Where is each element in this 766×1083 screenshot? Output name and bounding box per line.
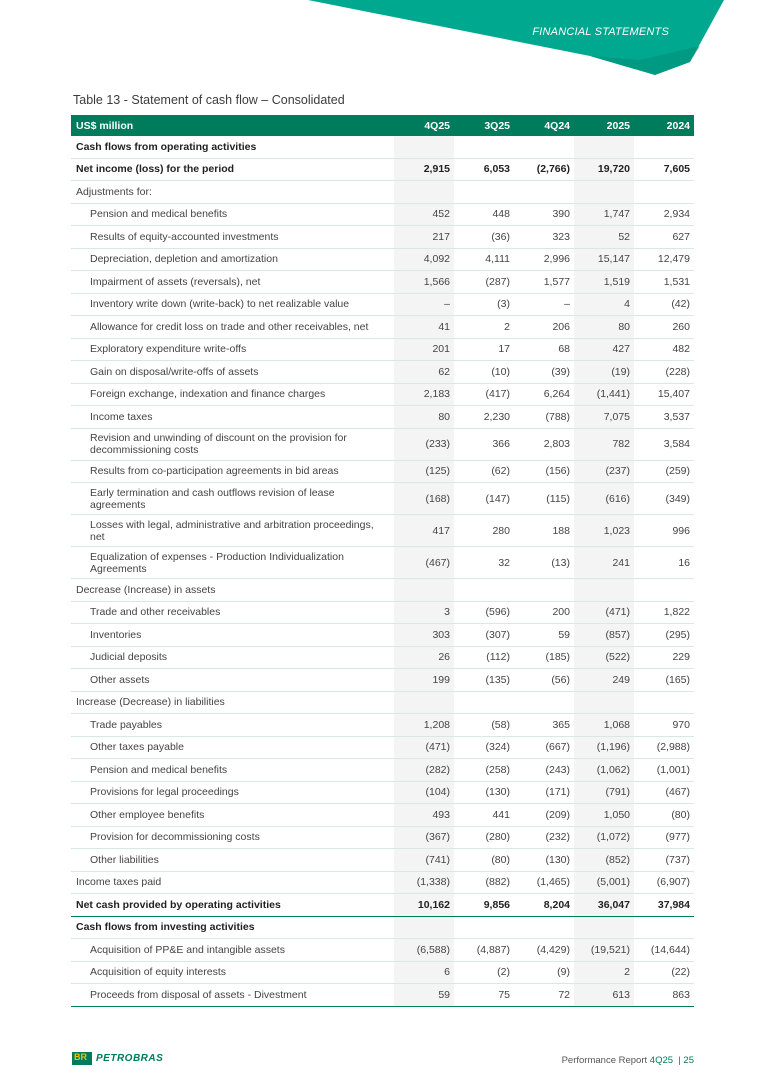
row-value: (471)	[574, 601, 634, 624]
row-value: 6,053	[454, 158, 514, 181]
row-label: Judicial deposits	[71, 646, 394, 669]
row-value: 482	[634, 338, 694, 361]
table-row	[71, 781, 694, 804]
row-value: 493	[394, 804, 454, 827]
row-value: (62)	[454, 460, 514, 483]
row-label: Trade payables	[71, 714, 394, 737]
row-label: Pension and medical benefits	[71, 759, 394, 782]
column-header: 2025	[574, 115, 634, 136]
row-label: Losses with legal, administrative and arbitration proceedings, net	[71, 515, 394, 547]
row-value: (667)	[514, 736, 574, 759]
row-value: (56)	[514, 669, 574, 692]
row-value: (115)	[514, 483, 574, 515]
row-label: Allowance for credit loss on trade and other receivables, net	[71, 316, 394, 339]
row-label: Other employee benefits	[71, 804, 394, 827]
page-footer	[562, 1055, 694, 1066]
table-row	[71, 248, 694, 271]
row-value: (80)	[454, 849, 514, 872]
row-value: 2	[574, 961, 634, 984]
table-row	[71, 361, 694, 384]
report-label: Performance Report	[561, 1055, 648, 1066]
section-label: FINANCIAL STATEMENTS	[532, 26, 669, 38]
row-value: 260	[634, 316, 694, 339]
row-value: 1,050	[574, 804, 634, 827]
row-label: Increase (Decrease) in liabilities	[71, 691, 394, 714]
row-value: (282)	[394, 759, 454, 782]
row-value: 15,407	[634, 383, 694, 406]
row-value	[574, 181, 634, 204]
row-value: (130)	[454, 781, 514, 804]
row-value: (367)	[394, 826, 454, 849]
row-value: 32	[454, 547, 514, 579]
row-value	[454, 691, 514, 714]
row-value: 323	[514, 226, 574, 249]
row-value: (2,988)	[634, 736, 694, 759]
row-value: (42)	[634, 293, 694, 316]
row-value: 17	[454, 338, 514, 361]
row-value	[574, 579, 634, 602]
table-row	[71, 293, 694, 316]
table-row	[71, 624, 694, 647]
row-value: 452	[394, 203, 454, 226]
row-value: 3,537	[634, 406, 694, 429]
row-value: 59	[394, 984, 454, 1007]
row-value: (36)	[454, 226, 514, 249]
row-value: 1,566	[394, 271, 454, 294]
row-value: (135)	[454, 669, 514, 692]
br-logo-icon: BR	[72, 1052, 92, 1065]
row-value: 59	[514, 624, 574, 647]
row-value	[634, 579, 694, 602]
row-value: (522)	[574, 646, 634, 669]
row-value: 613	[574, 984, 634, 1007]
row-value: 80	[394, 406, 454, 429]
row-value: 80	[574, 316, 634, 339]
row-value: (737)	[634, 849, 694, 872]
table-row	[71, 736, 694, 759]
table-header-row	[71, 115, 694, 136]
column-header: 2024	[634, 115, 694, 136]
row-value	[634, 916, 694, 939]
row-label: Provisions for legal proceedings	[71, 781, 394, 804]
row-value: 52	[574, 226, 634, 249]
column-header: 4Q25	[394, 115, 454, 136]
table-row	[71, 984, 694, 1007]
row-value: 6	[394, 961, 454, 984]
report-period: 4Q25	[649, 1055, 674, 1066]
row-value: (324)	[454, 736, 514, 759]
row-value: –	[394, 293, 454, 316]
row-value	[514, 916, 574, 939]
row-value: 970	[634, 714, 694, 737]
row-value: 4,092	[394, 248, 454, 271]
table-row	[71, 383, 694, 406]
row-value: (295)	[634, 624, 694, 647]
row-value: 2,996	[514, 248, 574, 271]
row-value: (185)	[514, 646, 574, 669]
row-value: (58)	[454, 714, 514, 737]
table-row	[71, 849, 694, 872]
row-value	[394, 181, 454, 204]
table-row	[71, 158, 694, 181]
table-row	[71, 691, 694, 714]
row-label: Early termination and cash outflows revision of lease agreements	[71, 483, 394, 515]
row-value: 782	[574, 428, 634, 460]
row-value: 4,111	[454, 248, 514, 271]
row-label: Cash flows from operating activities	[71, 136, 394, 158]
row-value: 229	[634, 646, 694, 669]
row-value: (237)	[574, 460, 634, 483]
table-row	[71, 939, 694, 962]
petrobras-logo	[72, 1052, 163, 1065]
row-value: (788)	[514, 406, 574, 429]
row-label: Inventory write down (write-back) to net realizable value	[71, 293, 394, 316]
row-value	[574, 691, 634, 714]
row-value: (209)	[514, 804, 574, 827]
row-value: (1,001)	[634, 759, 694, 782]
table-row	[71, 136, 694, 158]
row-value: 41	[394, 316, 454, 339]
row-value: 37,984	[634, 894, 694, 917]
row-value: 1,531	[634, 271, 694, 294]
table-row	[71, 428, 694, 460]
table-row	[71, 203, 694, 226]
row-value: (882)	[454, 871, 514, 894]
row-value	[514, 691, 574, 714]
row-value: (233)	[394, 428, 454, 460]
row-label: Net cash provided by operating activities	[71, 894, 394, 917]
row-value: 417	[394, 515, 454, 547]
row-label: Trade and other receivables	[71, 601, 394, 624]
row-value: 10,162	[394, 894, 454, 917]
row-value: 2,934	[634, 203, 694, 226]
row-value: (1,072)	[574, 826, 634, 849]
row-label: Other taxes payable	[71, 736, 394, 759]
table-row	[71, 961, 694, 984]
footer-separator: |	[678, 1055, 681, 1066]
row-value: 2,230	[454, 406, 514, 429]
column-header: 3Q25	[454, 115, 514, 136]
row-value: 36,047	[574, 894, 634, 917]
row-value: (1,196)	[574, 736, 634, 759]
table-row	[71, 804, 694, 827]
row-value	[634, 181, 694, 204]
row-value: 241	[574, 547, 634, 579]
table-row	[71, 483, 694, 515]
row-value: (2)	[454, 961, 514, 984]
row-value: 6,264	[514, 383, 574, 406]
row-value: (467)	[394, 547, 454, 579]
row-value: 201	[394, 338, 454, 361]
row-value: 2,803	[514, 428, 574, 460]
row-label: Cash flows from investing activities	[71, 916, 394, 939]
row-label: Equalization of expenses - Production Individualization Agreements	[71, 547, 394, 579]
cash-flow-table	[71, 115, 694, 1007]
row-value: (6,907)	[634, 871, 694, 894]
row-value: 280	[454, 515, 514, 547]
row-value: 1,023	[574, 515, 634, 547]
row-value: 16	[634, 547, 694, 579]
row-value: 249	[574, 669, 634, 692]
row-value: (171)	[514, 781, 574, 804]
row-value: 26	[394, 646, 454, 669]
row-value: (9)	[514, 961, 574, 984]
row-value: 199	[394, 669, 454, 692]
page-number: 25	[683, 1055, 694, 1066]
row-value: (616)	[574, 483, 634, 515]
row-value: 62	[394, 361, 454, 384]
row-label: Other liabilities	[71, 849, 394, 872]
row-value: 863	[634, 984, 694, 1007]
row-label: Depreciation, depletion and amortization	[71, 248, 394, 271]
row-value: (243)	[514, 759, 574, 782]
table-row	[71, 601, 694, 624]
row-label: Results of equity-accounted investments	[71, 226, 394, 249]
row-value: 1,822	[634, 601, 694, 624]
row-value: (232)	[514, 826, 574, 849]
header-banner	[0, 0, 766, 80]
row-value: (307)	[454, 624, 514, 647]
row-value: (19)	[574, 361, 634, 384]
row-value: (165)	[634, 669, 694, 692]
row-value	[574, 916, 634, 939]
row-label: Income taxes paid	[71, 871, 394, 894]
row-value: (130)	[514, 849, 574, 872]
row-value: 1,068	[574, 714, 634, 737]
row-value: 448	[454, 203, 514, 226]
table-row	[71, 826, 694, 849]
table-row	[71, 579, 694, 602]
table-row	[71, 669, 694, 692]
table-row	[71, 181, 694, 204]
row-value: (13)	[514, 547, 574, 579]
row-value: (467)	[634, 781, 694, 804]
row-value: 7,075	[574, 406, 634, 429]
row-value: 9,856	[454, 894, 514, 917]
row-value: 68	[514, 338, 574, 361]
row-label: Results from co-participation agreements in bid areas	[71, 460, 394, 483]
row-value	[454, 579, 514, 602]
row-value: 1,577	[514, 271, 574, 294]
row-value	[514, 136, 574, 158]
row-value: 12,479	[634, 248, 694, 271]
row-value: 217	[394, 226, 454, 249]
row-value: 19,720	[574, 158, 634, 181]
row-value: (22)	[634, 961, 694, 984]
row-value: (977)	[634, 826, 694, 849]
row-value: 3	[394, 601, 454, 624]
row-value: (14,644)	[634, 939, 694, 962]
row-value: (80)	[634, 804, 694, 827]
row-value	[634, 136, 694, 158]
column-header: US$ million	[71, 115, 394, 136]
row-label: Other assets	[71, 669, 394, 692]
row-value: (19,521)	[574, 939, 634, 962]
logo-wordmark: PETROBRAS	[96, 1053, 164, 1064]
row-value: (857)	[574, 624, 634, 647]
row-value: (125)	[394, 460, 454, 483]
row-value: –	[514, 293, 574, 316]
row-label: Acquisition of PP&E and intangible assets	[71, 939, 394, 962]
row-value: 1,519	[574, 271, 634, 294]
row-value	[514, 181, 574, 204]
row-value: (741)	[394, 849, 454, 872]
row-value: 188	[514, 515, 574, 547]
row-label: Adjustments for:	[71, 181, 394, 204]
row-value: (10)	[454, 361, 514, 384]
row-label: Acquisition of equity interests	[71, 961, 394, 984]
row-value	[514, 579, 574, 602]
row-value: 8,204	[514, 894, 574, 917]
row-value: 15,147	[574, 248, 634, 271]
row-value: 2	[454, 316, 514, 339]
table-row	[71, 515, 694, 547]
table-row	[71, 646, 694, 669]
row-value: 627	[634, 226, 694, 249]
row-value: (1,338)	[394, 871, 454, 894]
table-row	[71, 916, 694, 939]
row-value: (791)	[574, 781, 634, 804]
row-value: (1,062)	[574, 759, 634, 782]
row-label: Decrease (Increase) in assets	[71, 579, 394, 602]
row-value: (39)	[514, 361, 574, 384]
row-value	[454, 181, 514, 204]
row-value: 1,747	[574, 203, 634, 226]
row-value: (349)	[634, 483, 694, 515]
row-value	[454, 916, 514, 939]
row-value: (168)	[394, 483, 454, 515]
table-title: Table 13 - Statement of cash flow – Consolidated	[73, 93, 345, 107]
row-value	[454, 136, 514, 158]
row-value: (280)	[454, 826, 514, 849]
row-value: (2,766)	[514, 158, 574, 181]
table-row	[71, 271, 694, 294]
row-value: (417)	[454, 383, 514, 406]
row-label: Proceeds from disposal of assets - Divestment	[71, 984, 394, 1007]
table-row	[71, 759, 694, 782]
row-label: Net income (loss) for the period	[71, 158, 394, 181]
row-label: Revision and unwinding of discount on the provision for decommissioning costs	[71, 428, 394, 460]
row-value: (471)	[394, 736, 454, 759]
row-label: Provision for decommissioning costs	[71, 826, 394, 849]
row-value: (156)	[514, 460, 574, 483]
row-value: 996	[634, 515, 694, 547]
row-value: 2,915	[394, 158, 454, 181]
row-value: 4	[574, 293, 634, 316]
row-label: Inventories	[71, 624, 394, 647]
row-value: (6,588)	[394, 939, 454, 962]
row-label: Exploratory expenditure write-offs	[71, 338, 394, 361]
row-value: 1,208	[394, 714, 454, 737]
table-row	[71, 894, 694, 917]
row-value	[394, 136, 454, 158]
row-value	[394, 579, 454, 602]
row-value: (104)	[394, 781, 454, 804]
row-value: (258)	[454, 759, 514, 782]
row-value: 303	[394, 624, 454, 647]
table-row	[71, 871, 694, 894]
row-value: (3)	[454, 293, 514, 316]
row-value	[574, 136, 634, 158]
row-value: (259)	[634, 460, 694, 483]
row-value: 366	[454, 428, 514, 460]
table-row	[71, 547, 694, 579]
row-label: Gain on disposal/write-offs of assets	[71, 361, 394, 384]
row-value: 390	[514, 203, 574, 226]
row-value: 200	[514, 601, 574, 624]
row-value: 441	[454, 804, 514, 827]
row-value: 3,584	[634, 428, 694, 460]
row-label: Pension and medical benefits	[71, 203, 394, 226]
table-row	[71, 406, 694, 429]
row-value	[394, 691, 454, 714]
row-value	[634, 691, 694, 714]
row-value: (852)	[574, 849, 634, 872]
table-row	[71, 714, 694, 737]
table-body	[71, 136, 694, 1006]
table-row	[71, 460, 694, 483]
row-value: 2,183	[394, 383, 454, 406]
row-value: (147)	[454, 483, 514, 515]
row-value: (228)	[634, 361, 694, 384]
row-value	[394, 916, 454, 939]
row-value: (1,465)	[514, 871, 574, 894]
row-value: (112)	[454, 646, 514, 669]
row-value: (4,429)	[514, 939, 574, 962]
row-value: (287)	[454, 271, 514, 294]
row-value: 365	[514, 714, 574, 737]
row-value: (4,887)	[454, 939, 514, 962]
row-label: Impairment of assets (reversals), net	[71, 271, 394, 294]
row-value: 206	[514, 316, 574, 339]
row-value: (1,441)	[574, 383, 634, 406]
table-row	[71, 226, 694, 249]
row-value: (596)	[454, 601, 514, 624]
row-value: 72	[514, 984, 574, 1007]
row-value: 7,605	[634, 158, 694, 181]
row-value: (5,001)	[574, 871, 634, 894]
row-value: 427	[574, 338, 634, 361]
table-row	[71, 338, 694, 361]
column-header: 4Q24	[514, 115, 574, 136]
table-row	[71, 316, 694, 339]
row-label: Foreign exchange, indexation and finance charges	[71, 383, 394, 406]
row-label: Income taxes	[71, 406, 394, 429]
row-value: 75	[454, 984, 514, 1007]
